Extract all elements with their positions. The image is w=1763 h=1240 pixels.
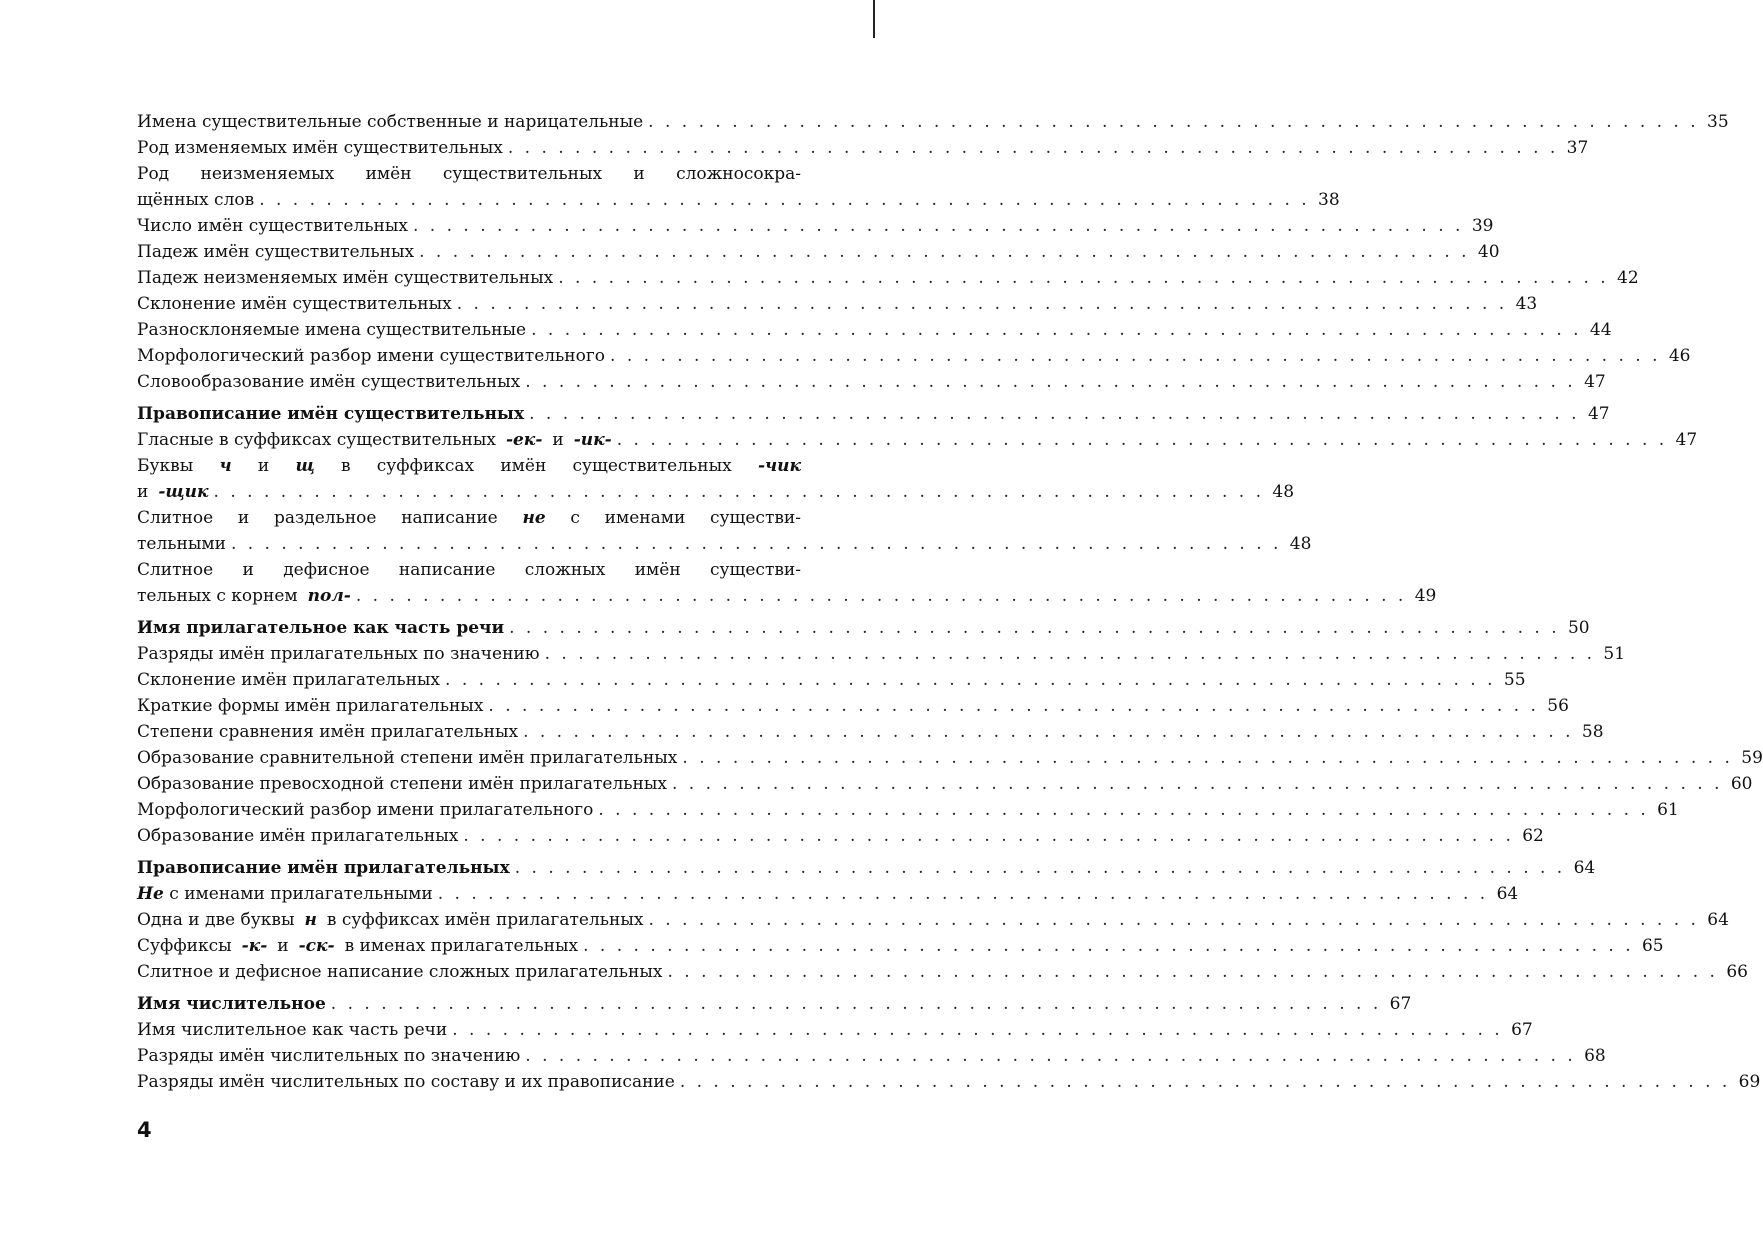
toc-entry (137, 583, 1437, 609)
toc-entry-page: 59 (1741, 748, 1763, 768)
toc-entry-line (137, 505, 801, 531)
dot-leader: . . . . . . . . . . . . . . . . . . . . . . . . . . . . . . . . . . . . . . . . . . . . . . . . . . . . . . . . . . . . . . . (445, 670, 1496, 690)
toc-entry-page: 47 (1584, 372, 1606, 392)
toc-entry-page: 40 (1477, 242, 1500, 262)
toc-entry (137, 881, 1519, 907)
toc-entry-title: Степени сравнения имён прилагательных (137, 722, 519, 742)
toc-entry (137, 265, 1639, 291)
toc-entry-title: Падеж имён существительных (137, 242, 415, 262)
dot-leader: . . . . . . . . . . . . . . . . . . . . . . . . . . . . . . . . . . . . . . . . . . . . . . . . . . . . . . . . . . . . . . . (667, 962, 1718, 982)
toc-entry-title: Разряды имён прилагательных по значению (137, 644, 540, 664)
toc-entry-page: 49 (1414, 586, 1437, 606)
dot-leader: . . . . . . . . . . . . . . . . . . . . . . . . . . . . . . . . . . . . . . . . . . . . . . . . . . . . . . . . . . . . . . . (648, 112, 1699, 132)
dot-leader: . . . . . . . . . . . . . . . . . . . . . . . . . . . . . . . . . . . . . . . . . . . . . . . . . . . . . . . . . . . . . . . (648, 910, 1699, 930)
toc-entry-page: 58 (1581, 722, 1604, 742)
toc-entry-title (137, 583, 351, 609)
toc-entry-page: 56 (1547, 696, 1569, 716)
toc-emphasis: -ск- (298, 936, 335, 956)
toc-entry-page: 68 (1584, 1046, 1606, 1066)
toc-emphasis: -ик- (573, 430, 612, 450)
toc-entry (137, 239, 1500, 265)
toc-entry-title: Число имён существительных (137, 216, 408, 236)
toc-emphasis: щ (295, 456, 315, 476)
dot-leader: . . . . . . . . . . . . . . . . . . . . . . . . . . . . . . . . . . . . . . . . . . . . . . . . . . . . . . . . . . . . . . . (583, 936, 1634, 956)
toc-entry-line: Слитное и дефисное написание сложных имён существи- (137, 560, 801, 580)
toc-entry-page: 50 (1567, 618, 1590, 638)
toc-entry-title: Разряды имён числительных по значению (137, 1046, 521, 1066)
toc-entry (137, 531, 1312, 557)
dot-leader: . . . . . . . . . . . . . . . . . . . . . . . . . . . . . . . . . . . . . . . . . . . . . . . . . . . . . . . . . . . . . . . (514, 858, 1566, 878)
toc-entry (137, 427, 1698, 453)
toc-emphasis: пол- (307, 586, 351, 606)
toc-emphasis: -к- (241, 936, 268, 956)
toc-entry (137, 907, 1729, 933)
dot-leader: . . . . . . . . . . . . . . . . . . . . . . . . . . . . . . . . . . . . . . . . . . . . . . . . . . . . . . . . . . . . . . . (452, 1020, 1503, 1040)
toc-text: с именами прилагательными (169, 884, 433, 904)
toc-entry (137, 641, 1626, 667)
dot-leader: . . . . . . . . . . . . . . . . . . . . . . . . . . . . . . . . . . . . . . . . . . . . . . . . . . . . . . . . . . . . . . . (610, 346, 1661, 366)
toc-text: Буквы (137, 456, 194, 476)
dot-leader: . . . . . . . . . . . . . . . . . . . . . . . . . . . . . . . . . . . . . . . . . . . . . . . . . . . . . . . . . . . . . . . (456, 294, 1508, 314)
toc-entry-page: 47 (1675, 430, 1698, 450)
dot-leader: . . . . . . . . . . . . . . . . . . . . . . . . . . . . . . . . . . . . . . . . . . . . . . . . . . . . . . . . . . . . . . . (523, 722, 1574, 742)
toc-entry (137, 343, 1691, 369)
dot-leader: . . . . . . . . . . . . . . . . . . . . . . . . . . . . . . . . . . . . . . . . . . . . . . . . . . . . . . . . . . . . . . . (507, 138, 1559, 158)
toc-text: в суффиксах имён существительных (340, 456, 732, 476)
dot-leader: . . . . . . . . . . . . . . . . . . . . . . . . . . . . . . . . . . . . . . . . . . . . . . . . . . . . . . . . . . . . . . . (525, 1046, 1576, 1066)
toc-entry-page: 51 (1603, 644, 1626, 664)
toc-emphasis: н (304, 910, 317, 930)
toc-entry-title: Род изменяемых имён существительных (137, 138, 503, 158)
toc-entry-page: 38 (1318, 190, 1340, 210)
toc-entry-page: 64 (1573, 858, 1596, 878)
table-of-contents (137, 109, 1763, 1095)
toc-entry-page: 55 (1503, 670, 1526, 690)
toc-entry-page: 67 (1389, 994, 1412, 1014)
toc-entry-title: Склонение имён существительных (137, 294, 452, 314)
toc-entry (137, 213, 1494, 239)
toc-section-heading (137, 855, 1596, 881)
toc-entry-page: 64 (1496, 884, 1519, 904)
toc-entry-page: 44 (1589, 320, 1612, 340)
toc-section-title: Правописание имён прилагательных (137, 858, 510, 878)
dot-leader: . . . . . . . . . . . . . . . . . . . . . . . . . . . . . . . . . . . . . . . . . . . . . . . . . . . . . . . . . . . . . . . (616, 430, 1668, 450)
toc-entry-title (137, 427, 612, 453)
toc-entry-title: Разносклоняемые имена существительные (137, 320, 527, 340)
toc-entry-line: Род неизменяемых имён существительных и сложносокра- (137, 164, 801, 184)
toc-entry-page: 66 (1726, 962, 1748, 982)
toc-text: Суффиксы (137, 936, 232, 956)
toc-entry (137, 1043, 1606, 1069)
toc-entry (137, 1017, 1533, 1043)
dot-leader: . . . . . . . . . . . . . . . . . . . . . . . . . . . . . . . . . . . . . . . . . . . . . . . . . . . . . . . . . . . . . . . (419, 242, 1470, 262)
toc-text: и (552, 430, 564, 450)
toc-entry-title: Образование сравнительной степени имён прилагательных (137, 748, 678, 768)
dot-leader: . . . . . . . . . . . . . . . . . . . . . . . . . . . . . . . . . . . . . . . . . . . . . . . . . . . . . . . . . . . . . . . (437, 884, 1489, 904)
toc-entry-page: 48 (1289, 534, 1312, 554)
toc-entry (137, 933, 1664, 959)
toc-entry-title: Образование превосходной степени имён прилагательных (137, 774, 667, 794)
toc-entry-title: Краткие формы имён прилагательных (137, 696, 484, 716)
dot-leader: . . . . . . . . . . . . . . . . . . . . . . . . . . . . . . . . . . . . . . . . . . . . . . . . . . . . . . . . . . . . . . . (412, 216, 1464, 236)
toc-entry-title (137, 933, 578, 959)
toc-entry-title: Морфологический разбор имени прилагательного (137, 800, 594, 820)
toc-entry-title: Разряды имён числительных по составу и их правописание (137, 1072, 675, 1092)
toc-entry-page: 69 (1738, 1072, 1761, 1092)
toc-section-heading (137, 991, 1412, 1017)
toc-entry-page: 35 (1707, 112, 1729, 132)
toc-entry-page: 47 (1587, 404, 1610, 424)
toc-emphasis: Не (137, 884, 164, 904)
dot-leader: . . . . . . . . . . . . . . . . . . . . . . . . . . . . . . . . . . . . . . . . . . . . . . . . . . . . . . . . . . . . . . . (509, 618, 1560, 638)
toc-text: в именах прилагательных (344, 936, 579, 956)
toc-text: Слитное и раздельное написание (137, 508, 498, 528)
toc-emphasis: ч (219, 456, 232, 476)
toc-entry (137, 693, 1569, 719)
page-number: 4 (137, 1118, 152, 1142)
toc-entry-title: Имя числительное как часть речи (137, 1020, 448, 1040)
toc-section-heading (137, 401, 1610, 427)
toc-entry-title: Словообразование имён существительных (137, 372, 521, 392)
toc-entry-page: 48 (1272, 482, 1295, 502)
toc-text: Одна и две буквы (137, 910, 295, 930)
toc-entry-page: 62 (1522, 826, 1544, 846)
toc-text: в суффиксах имён прилагательных (326, 910, 644, 930)
toc-entry (137, 667, 1526, 693)
dot-leader: . . . . . . . . . . . . . . . . . . . . . . . . . . . . . . . . . . . . . . . . . . . . . . . . . . . . . . . . . . . . . . . (679, 1072, 1731, 1092)
toc-entry (137, 317, 1612, 343)
toc-entry (137, 109, 1729, 135)
toc-entry-line (137, 453, 801, 479)
toc-text: и (257, 456, 270, 476)
toc-entry-page: 65 (1641, 936, 1664, 956)
dot-leader: . . . . . . . . . . . . . . . . . . . . . . . . . . . . . . . . . . . . . . . . . . . . . . . . . . . . . . . . . . . . . . . (463, 826, 1514, 846)
toc-entry-title: Склонение имён прилагательных (137, 670, 441, 690)
dot-leader: . . . . . . . . . . . . . . . . . . . . . . . . . . . . . . . . . . . . . . . . . . . . . . . . . . . . . . . . . . . . . . . (672, 774, 1723, 794)
dot-leader: . . . . . . . . . . . . . . . . . . . . . . . . . . . . . . . . . . . . . . . . . . . . . . . . . . . . . . . . . . . . . . . (531, 320, 1582, 340)
toc-entry (137, 745, 1763, 771)
toc-entry-page: 60 (1730, 774, 1753, 794)
dot-leader: . . . . . . . . . . . . . . . . . . . . . . . . . . . . . . . . . . . . . . . . . . . . . . . . . . . . . . . . . . . . . . . (544, 644, 1596, 664)
toc-section-title: Имя числительное (137, 994, 326, 1014)
toc-entry-title (137, 479, 209, 505)
dot-leader: . . . . . . . . . . . . . . . . . . . . . . . . . . . . . . . . . . . . . . . . . . . . . . . . . . . . . . . . . . . . . . . (558, 268, 1609, 288)
toc-entry-title: Морфологический разбор имени существительного (137, 346, 606, 366)
dot-leader: . . . . . . . . . . . . . . . . . . . . . . . . . . . . . . . . . . . . . . . . . . . . . . . . . . . . . . . . . . . . . . . (525, 372, 1576, 392)
toc-entry (137, 823, 1544, 849)
dot-leader: . . . . . . . . . . . . . . . . . . . . . . . . . . . . . . . . . . . . . . . . . . . . . . . . . . . . . . . . . . . . . . . (355, 586, 1407, 606)
toc-section-heading (137, 615, 1590, 641)
toc-entry-title: Имена существительные собственные и нарицательные (137, 112, 644, 132)
toc-entry-page: 64 (1707, 910, 1729, 930)
dot-leader: . . . . . . . . . . . . . . . . . . . . . . . . . . . . . . . . . . . . . . . . . . . . . . . . . . . . . . . . . . . . . . . (598, 800, 1649, 820)
toc-entry-title: Образование имён прилагательных (137, 826, 459, 846)
dot-leader: . . . . . . . . . . . . . . . . . . . . . . . . . . . . . . . . . . . . . . . . . . . . . . . . . . . . . . . . . . . . . . . (259, 190, 1310, 210)
dot-leader: . . . . . . . . . . . . . . . . . . . . . . . . . . . . . . . . . . . . . . . . . . . . . . . . . . . . . . . . . . . . . . . (682, 748, 1733, 768)
toc-entry (137, 959, 1748, 985)
toc-entry-page: 39 (1471, 216, 1494, 236)
toc-text: тельных с корнем (137, 586, 298, 606)
toc-entry-page: 42 (1617, 268, 1639, 288)
dot-leader: . . . . . . . . . . . . . . . . . . . . . . . . . . . . . . . . . . . . . . . . . . . . . . . . . . . . . . . . . . . . . . . (230, 534, 1282, 554)
dot-leader: . . . . . . . . . . . . . . . . . . . . . . . . . . . . . . . . . . . . . . . . . . . . . . . . . . . . . . . . . . . . . . . (488, 696, 1539, 716)
toc-entry (137, 187, 1340, 213)
toc-section-title: Имя прилагательное как часть речи (137, 618, 505, 638)
toc-entry-title: Падеж неизменяемых имён существительных (137, 268, 554, 288)
toc-entry-title: тельными (137, 534, 226, 554)
toc-entry (137, 369, 1606, 395)
toc-entry-title (137, 881, 433, 907)
toc-entry (137, 1069, 1761, 1095)
toc-text: и (277, 936, 289, 956)
toc-section-title: Правописание имён существительных (137, 404, 525, 424)
toc-entry-page: 61 (1657, 800, 1679, 820)
toc-entry-title: щённых слов (137, 190, 255, 210)
toc-entry (137, 135, 1589, 161)
toc-entry-page: 43 (1515, 294, 1538, 314)
toc-entry (137, 771, 1753, 797)
toc-entry (137, 797, 1679, 823)
page-edge-mark (873, 0, 875, 38)
toc-emphasis: не (522, 508, 546, 528)
toc-entry-title: Слитное и дефисное написание сложных прилагательных (137, 962, 663, 982)
dot-leader: . . . . . . . . . . . . . . . . . . . . . . . . . . . . . . . . . . . . . . . . . . . . . . . . . . . . . . . . . . . . . . . (330, 994, 1382, 1014)
toc-text: с именами существи- (570, 508, 801, 528)
toc-entry-title (137, 907, 643, 933)
toc-entry (137, 291, 1538, 317)
toc-entry-page: 67 (1511, 1020, 1533, 1040)
toc-text: и (137, 482, 149, 502)
toc-entry-page: 46 (1668, 346, 1691, 366)
dot-leader: . . . . . . . . . . . . . . . . . . . . . . . . . . . . . . . . . . . . . . . . . . . . . . . . . . . . . . . . . . . . . . . (213, 482, 1265, 502)
toc-entry-page: 37 (1566, 138, 1589, 158)
toc-emphasis: -щик (158, 482, 209, 502)
toc-entry (137, 719, 1604, 745)
dot-leader: . . . . . . . . . . . . . . . . . . . . . . . . . . . . . . . . . . . . . . . . . . . . . . . . . . . . . . . . . . . . . . . (529, 404, 1580, 424)
toc-text: Гласные в суффиксах существительных (137, 430, 496, 450)
toc-emphasis: -ек- (505, 430, 543, 450)
toc-emphasis: -чик (757, 456, 802, 476)
toc-entry (137, 479, 1295, 505)
